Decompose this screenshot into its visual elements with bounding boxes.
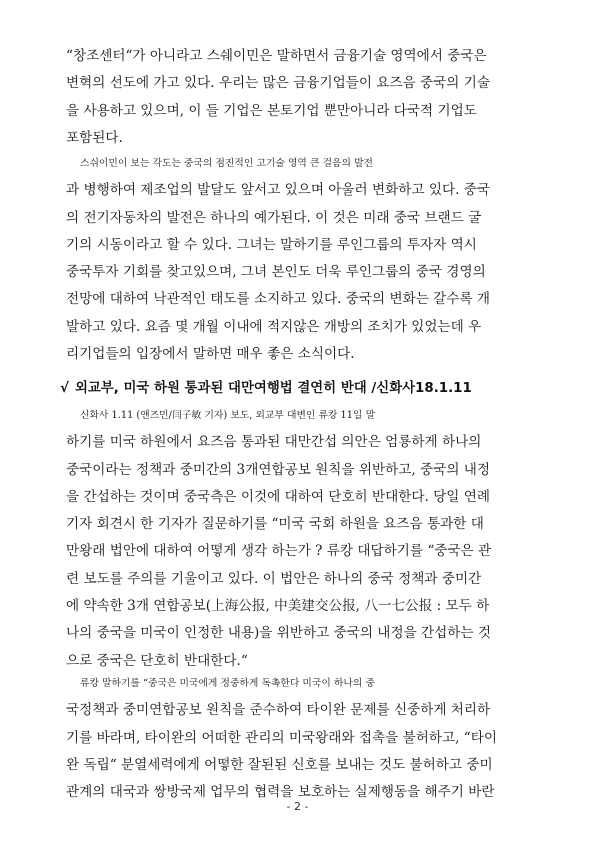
paragraph-line: 류캉 말하기를 “중국은 미국에게 정중하게 독촉한다 미국이 하나의 중 xyxy=(80,678,375,689)
paragraph-line: 포함된다. xyxy=(66,129,123,146)
paragraph-line: 리기업들의 입장에서 말하면 매우 좋은 소식이다. xyxy=(66,346,355,363)
paragraph-line: 나의 중국을 미국이 인정한 내용)을 위반하고 중국의 내정을 간섭하는 것 xyxy=(66,625,492,642)
paragraph-line: 스쉬이민이 보는 각도는 중국의 점진적인 고기술 영역 큰 걸음의 발전 xyxy=(80,158,374,169)
paragraph-line: 을 사용하고 있으며, 이 들 기업은 본토기업 뿐만아니라 다국적 기업도 xyxy=(66,102,477,119)
paragraph-line: 을 간섭하는 것이며 중국측은 이것에 대하여 단호히 반대한다. 당일 연례 xyxy=(66,488,491,505)
paragraph-line: 하기를 미국 하원에서 요즈음 통과된 대만간섭 의안은 엄룡하게 하나의 xyxy=(66,434,482,451)
paragraph-line: 과 병행하여 제조업의 발달도 앞서고 있으며 아울러 변화하고 있다. 중국 xyxy=(66,182,491,199)
paragraph-line: 련 보도를 주의를 기울이고 있다. 이 법안은 하나의 중국 정책과 중미간 xyxy=(66,570,482,587)
paragraph-3 xyxy=(66,402,551,675)
paragraph-line: 전망에 대하여 낙관적인 태도를 소지하고 있다. 중국의 변화는 갈수록 개 xyxy=(66,291,491,308)
paragraph-line: 신화사 1.11 (앤즈민/闫子敏 기자) 보도, 외교부 대변인 류캉 11일 말 xyxy=(80,410,376,421)
paragraph-line: 중국이라는 정책과 중미간의 3개연합공보 원칙을 위반하고, 중국의 내정 xyxy=(66,461,491,478)
paragraph-line: 관계의 대국과 쌍방국제 업무의 협력을 보호하는 실제행동을 해주기 바란 xyxy=(66,784,495,801)
paragraph-4 xyxy=(66,670,551,806)
paragraph-line: 으로 중국은 단호히 반대한다.“ xyxy=(66,652,248,669)
paragraph-line: 기의 시동이라고 할 수 있다. 그녀는 말하기를 루인그룹의 투자자 역시 xyxy=(66,236,477,253)
checkmark-icon: √ xyxy=(60,381,69,396)
paragraph-line: 의 전기자동차의 발전은 하나의 예가된다. 이 것은 미래 중국 브랜드 굴 xyxy=(66,209,482,226)
paragraph-1 xyxy=(66,43,551,152)
paragraph-line: 만왕래 법안에 대하여 어떻게 생각 하는가 ? 류캉 대답하기를 “중국은 관 xyxy=(66,543,492,560)
paragraph-line: 기를 바라며, 타이완의 어떠한 관리의 미국왕래와 접촉을 불허하고, “타이 xyxy=(66,729,497,746)
paragraph-line: 완 독립“ 분열세력에게 어떻한 잘된된 신호를 보내는 것도 불허하고 중미 xyxy=(66,756,493,773)
paragraph-2 xyxy=(66,150,551,368)
paragraph-line: 중국투자 기회를 찾고있으며, 그녀 본인도 더욱 루인그룹의 중국 경영의 xyxy=(66,264,486,281)
paragraph-line: 에 약속한 3개 연합공보(上海公报, 中美建交公报, 八一七公报 : 모두 하 xyxy=(66,598,490,615)
paragraph-line: 발하고 있다. 요즘 몇 개월 이내에 적지않은 개방의 조치가 있었는데 우 xyxy=(66,318,482,335)
page-number: - 2 - xyxy=(286,800,309,813)
paragraph-line: 기자 회견시 한 기자가 질문하기를 “미국 국회 하원을 요즈음 통과한 대 xyxy=(66,516,484,533)
paragraph-line: “창조센터“가 아니라고 스쉐이민은 말하면서 금융기술 영역에서 중국은 xyxy=(66,48,487,64)
paragraph-line: 변혁의 선도에 가고 있다. 우리는 많은 금융기업들이 요즈음 중국의 기술 xyxy=(66,75,491,92)
section-heading-text: 외교부, 미국 하원 통과된 대만여행법 결연히 반대 /신화사18.1.11 xyxy=(74,381,472,396)
section-heading xyxy=(60,380,555,398)
paragraph-line: 국정책과 중미연합공보 원칙을 준수하여 타이완 문제를 신중하게 처리하 xyxy=(66,702,491,719)
